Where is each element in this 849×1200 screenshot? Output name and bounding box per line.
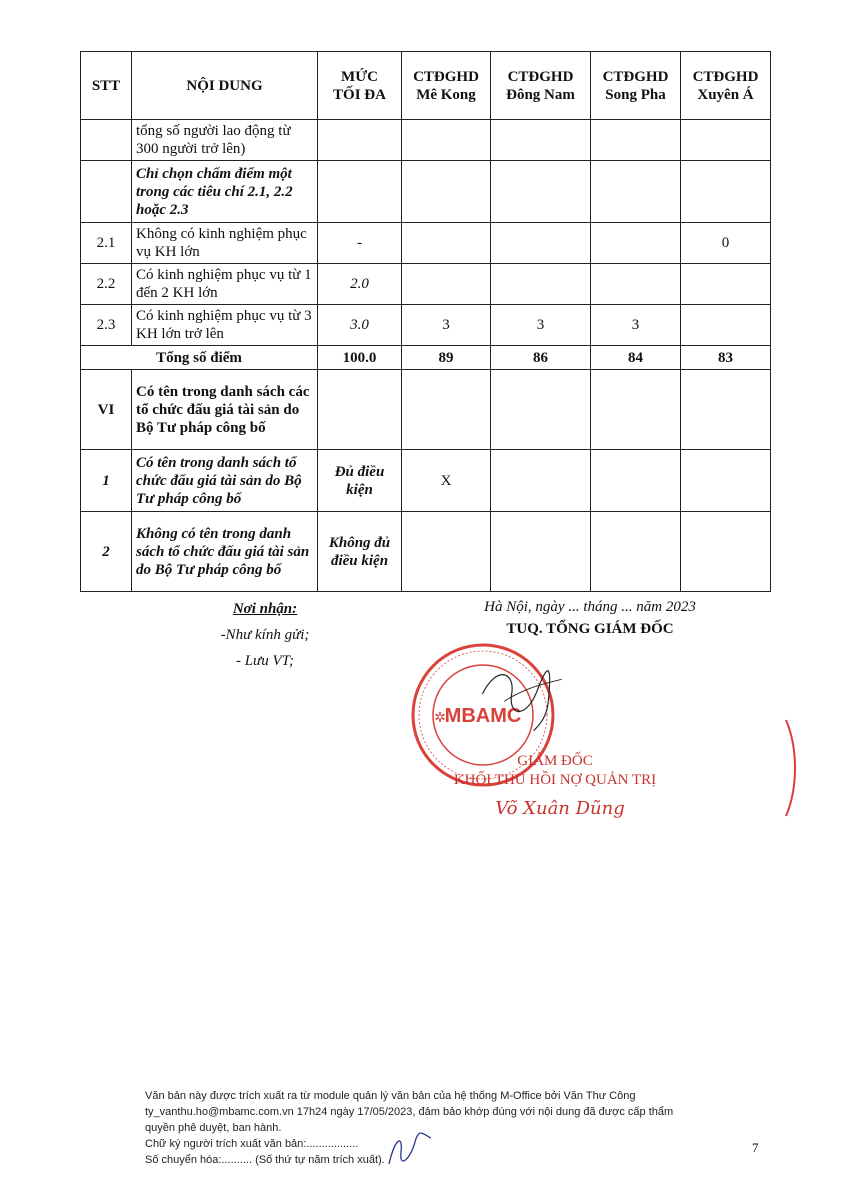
row-stt <box>81 120 132 161</box>
header-row <box>81 52 771 120</box>
stamp-logo-text: MBAMC <box>444 705 522 727</box>
row-score-songpha <box>591 161 681 223</box>
footer-line: Văn bản này được trích xuất ra từ module quản lý văn bản của hệ thống M-Office bởi Văn Thư Công <box>145 1090 636 1102</box>
edge-stamp-arc <box>784 718 800 818</box>
row-max: 3.0 <box>318 305 402 346</box>
header-stt: STT <box>81 52 132 120</box>
row-score-dongnam <box>491 450 591 512</box>
total-xuyena: 83 <box>681 346 771 370</box>
total-dongnam: 86 <box>491 346 591 370</box>
row-score-songpha <box>591 264 681 305</box>
row-content: tổng số người lao động từ 300 người trở lên) <box>132 120 318 161</box>
row-score-xuyena <box>681 120 771 161</box>
row-content: Chỉ chọn chấm điểm một trong các tiêu chí 2.1, 2.2 hoặc 2.3 <box>132 161 318 223</box>
row-content: Không có tên trong danh sách tổ chức đấu giá tài sản do Bộ Tư pháp công bố <box>132 512 318 592</box>
row-score-dongnam <box>491 120 591 161</box>
recipients-block <box>180 596 350 674</box>
table-row <box>81 223 771 264</box>
row-score-mekong <box>402 161 491 223</box>
footer-line: Số chuyển hóa:.......... (Số thứ tự năm trích xuất). <box>145 1154 385 1166</box>
recipients-title: Nơi nhận: <box>232 601 298 617</box>
row-content: Có kinh nghiệm phục vụ từ 3 KH lớn trở lên <box>132 305 318 346</box>
row-score-xuyena <box>681 305 771 346</box>
row-max <box>318 161 402 223</box>
section-vi-mekong <box>402 370 491 450</box>
row-score-dongnam <box>491 264 591 305</box>
row-score-mekong <box>402 223 491 264</box>
row-score-songpha <box>591 512 681 592</box>
signer-role-line: GIÁM ĐỐC <box>517 753 593 769</box>
header-songpha: CTĐGHD Song Pha <box>591 52 681 120</box>
row-content: Có kinh nghiệm phục vụ từ 1 đến 2 KH lớn <box>132 264 318 305</box>
row-stt: 2.1 <box>81 223 132 264</box>
recipient-line: -Như kính gửi; <box>220 627 310 643</box>
score-table <box>80 51 771 592</box>
row-score-xuyena <box>681 264 771 305</box>
row-score-mekong: X <box>402 450 491 512</box>
row-score-xuyena <box>681 450 771 512</box>
header-mekong: CTĐGHD Mê Kong <box>402 52 491 120</box>
extractor-signature <box>385 1128 435 1168</box>
row-max: 2.0 <box>318 264 402 305</box>
signature-header <box>440 596 740 640</box>
table-row <box>81 120 771 161</box>
header-dongnam: CTĐGHD Đông Nam <box>491 52 591 120</box>
section-vi-row <box>81 370 771 450</box>
total-label: Tổng số điểm <box>81 346 318 370</box>
table-row <box>81 512 771 592</box>
section-vi-xuyena <box>681 370 771 450</box>
signer-authority: TUQ. TỔNG GIÁM ĐỐC <box>506 621 674 637</box>
section-vi-dongnam <box>491 370 591 450</box>
recipient-line: - Lưu VT; <box>235 653 295 669</box>
signature-scribble <box>470 650 590 760</box>
row-score-dongnam <box>491 161 591 223</box>
table-row <box>81 450 771 512</box>
row-stt: 2.2 <box>81 264 132 305</box>
signer-name: Võ Xuân Dũng <box>495 798 625 819</box>
row-max: Đủ điều kiện <box>318 450 402 512</box>
row-max <box>318 120 402 161</box>
header-content: NỘI DUNG <box>132 52 318 120</box>
row-score-xuyena <box>681 512 771 592</box>
row-score-songpha <box>591 223 681 264</box>
row-score-mekong: 3 <box>402 305 491 346</box>
row-score-mekong <box>402 264 491 305</box>
total-max: 100.0 <box>318 346 402 370</box>
row-stt: 2.3 <box>81 305 132 346</box>
section-vi-max <box>318 370 402 450</box>
signer-role <box>450 752 660 790</box>
page-number: 7 <box>752 1140 759 1155</box>
footer-line: ty_vanthu.ho@mbamc.com.vn 17h24 ngày 17/05/2023, đảm bảo khớp đúng với nội dung đã được cấp thẩm <box>145 1106 674 1118</box>
row-content: Có tên trong danh sách tổ chức đấu giá tài sản do Bộ Tư pháp công bố <box>132 450 318 512</box>
table-row <box>81 305 771 346</box>
svg-text:✲: ✲ <box>434 711 446 726</box>
table-row <box>81 264 771 305</box>
row-stt: 1 <box>81 450 132 512</box>
total-mekong: 89 <box>402 346 491 370</box>
row-score-xuyena: 0 <box>681 223 771 264</box>
total-row <box>81 346 771 370</box>
section-vi-songpha <box>591 370 681 450</box>
footer-line: Chữ ký người trích xuất văn bản:................. <box>145 1138 359 1150</box>
row-score-dongnam <box>491 223 591 264</box>
table-row <box>81 161 771 223</box>
footer-line: quyền phê duyệt, ban hành. <box>145 1122 282 1134</box>
row-max: Không đủ điều kiện <box>318 512 402 592</box>
row-score-songpha <box>591 120 681 161</box>
row-score-dongnam <box>491 512 591 592</box>
section-vi-content: Có tên trong danh sách các tổ chức đấu giá tài sản do Bộ Tư pháp công bố <box>132 370 318 450</box>
row-score-mekong <box>402 512 491 592</box>
row-score-xuyena <box>681 161 771 223</box>
total-songpha: 84 <box>591 346 681 370</box>
section-vi-stt: VI <box>81 370 132 450</box>
row-score-mekong <box>402 120 491 161</box>
row-score-dongnam: 3 <box>491 305 591 346</box>
row-max: - <box>318 223 402 264</box>
header-xuyena: CTĐGHD Xuyên Á <box>681 52 771 120</box>
header-max: MỨC TỐI ĐA <box>318 52 402 120</box>
row-score-songpha <box>591 450 681 512</box>
signer-role-line: KHỐI THU HỒI NỢ QUẢN TRỊ <box>453 772 657 788</box>
row-content: Không có kinh nghiệm phục vụ KH lớn <box>132 223 318 264</box>
row-stt: 2 <box>81 512 132 592</box>
row-score-songpha: 3 <box>591 305 681 346</box>
row-stt <box>81 161 132 223</box>
signing-date: Hà Nội, ngày ... tháng ... năm 2023 <box>484 599 696 615</box>
